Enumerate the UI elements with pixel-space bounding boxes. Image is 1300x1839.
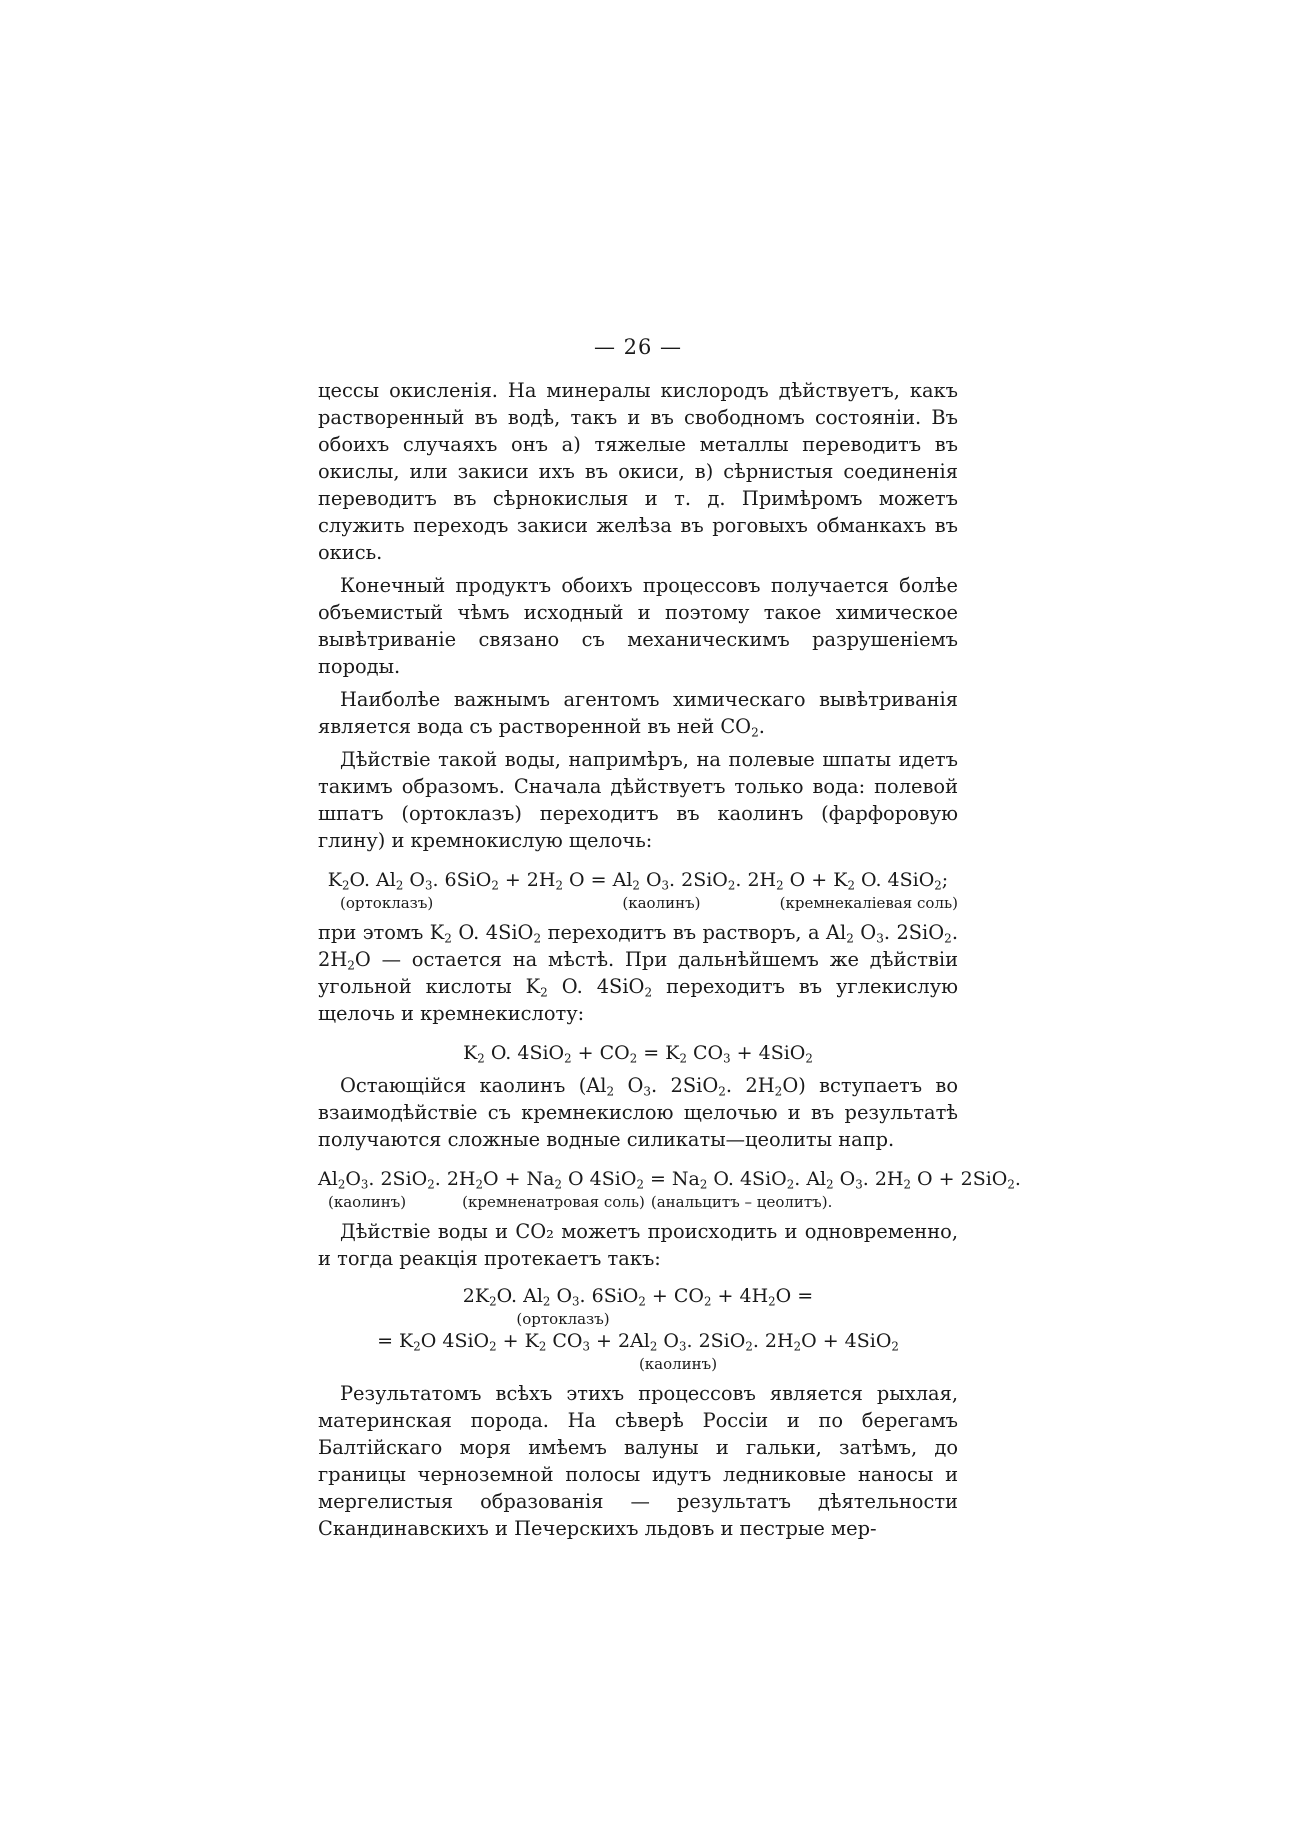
document-page <box>318 335 1021 1542</box>
label-kaolin-3: (каолинъ) <box>638 1355 718 1373</box>
label-k-silicate: (кремнекаліевая соль) <box>779 894 958 912</box>
equation-2 <box>318 1041 958 1066</box>
paragraph-1: цессы окисленія. На минералы кислородъ дѣйствуетъ, какъ растворенный въ водѣ, такъ и въ свободномъ состояніи. Въ обоихъ случаяхъ онъ а) тяжелые металлы переводитъ въ окислы, или закиси ихъ въ окиси, в) сѣрнистыя соединенія переводитъ въ сѣрнокислыя и т. д. Примѣромъ можетъ служить переходъ закиси желѣза въ роговыхъ обманкахъ въ окись. <box>318 379 958 564</box>
equation-1-formula: $K_2O$. $Al_2$ $O_3$. $6SiO_2 + 2H_2$ $O = Al_2$ $O_3$. 2SiO$_2$. $2H_2$ $O + K_2$ O. 4SiO$_2$; <box>327 869 949 893</box>
paragraph-7: Дѣйствіе воды и CO₂ можетъ происходить и одновременно, и тогда реакція протекаетъ такъ: <box>318 1220 958 1270</box>
equation-3-formula: $Al_2O_3$. 2SiO$_2$. $2H_2O + Na_2$ O $4SiO_2 = Na_2$ O. 4SiO$_2$. $Al_2$ $O_3$. $2H_2$ O + 2SiO$_2$. <box>318 1168 1021 1192</box>
paragraph-8: Результатомъ всѣхъ этихъ процессовъ является рыхлая, материнская порода. На сѣверѣ Россіи и по берегамъ Балтійскаго моря имѣемъ валуны и гальки, затѣмъ, до границы черноземной полосы идутъ ледниковые наносы и мергелистыя образованія — результатъ дѣятельности Скандинавскихъ и Печерскихъ льдовъ и пестрые мер- <box>318 1382 958 1540</box>
paragraph-6: Остающійся каолинъ ($Al_2$ $O_3$. 2SiO$_2$. $2H_2O$) вступаетъ во взаимодѣйствіе съ кремнекислою щелочью и въ результатѣ получаются сложные водные силикаты—цеолиты напр. <box>318 1074 958 1151</box>
equation-4-label-1 <box>318 1309 958 1329</box>
label-orthoclase: (ортоклазъ) <box>340 894 434 912</box>
label-analcite: (анальцитъ – цеолитъ). <box>650 1193 833 1211</box>
paragraph-4: Дѣйствіе такой воды, напримѣръ, на полевые шпаты идетъ такимъ образомъ. Сначала дѣйствуетъ только вода: полевой шпатъ (ортоклазъ) переходитъ въ каолинъ (фарфоровую глину) и кремнокислую щелочь: <box>318 748 958 852</box>
equation-1 <box>318 868 958 913</box>
paragraph-2: Конечный продуктъ обоихъ процессовъ получается болѣе объемистый чѣмъ исходный и поэтому такое химическое вывѣтриваніе связано съ механическимъ разрушеніемъ породы. <box>318 574 958 678</box>
paragraph-3: Наиболѣе важнымъ агентомъ химическаго вывѣтриванія является вода съ растворенной въ ней $CO_2$. <box>318 688 958 740</box>
equation-4-formula-line-2: = $K_2O$ $4SiO_2 + K_2$ $CO_3 + 2Al_2$ $O_3$. 2SiO$_2$. $2H_2O + 4SiO_2$ <box>377 1330 899 1354</box>
label-kaolin: (каолинъ) <box>622 894 701 912</box>
label-orthoclase-2: (ортоклазъ) <box>516 1310 610 1328</box>
page-number: — 26 — <box>593 335 683 359</box>
equation-4-formula-line-1: $2K_2O$. $Al_2$ $O_3$. $6SiO_2 + CO_2 + 4H_2O$ = <box>462 1285 814 1309</box>
equation-1-labels <box>318 893 958 913</box>
equation-3 <box>318 1167 1021 1212</box>
equation-4 <box>318 1284 958 1374</box>
label-na-silicate: (кремненатровая соль) <box>462 1193 645 1211</box>
label-kaolin-2: (каолинъ) <box>328 1193 407 1211</box>
equation-4-label-2 <box>318 1354 958 1374</box>
paragraph-5: при этомъ $K_2$ O. 4SiO$_2$ переходитъ въ растворъ, а $Al_2$ $O_3$. 2SiO$_2$. $2H_2O$ — остается на мѣстѣ. При дальнѣйшемъ же дѣйствіи угольной кислоты $K_2$ O. 4SiO$_2$ переходитъ въ углекислую щелочь и кремнекислоту: <box>318 921 958 1025</box>
equation-2-formula: $K_2$ O. $4SiO_2 + CO_2 = K_2$ $CO_3 + 4SiO_2$ <box>463 1042 813 1066</box>
equation-3-labels <box>318 1192 958 1212</box>
